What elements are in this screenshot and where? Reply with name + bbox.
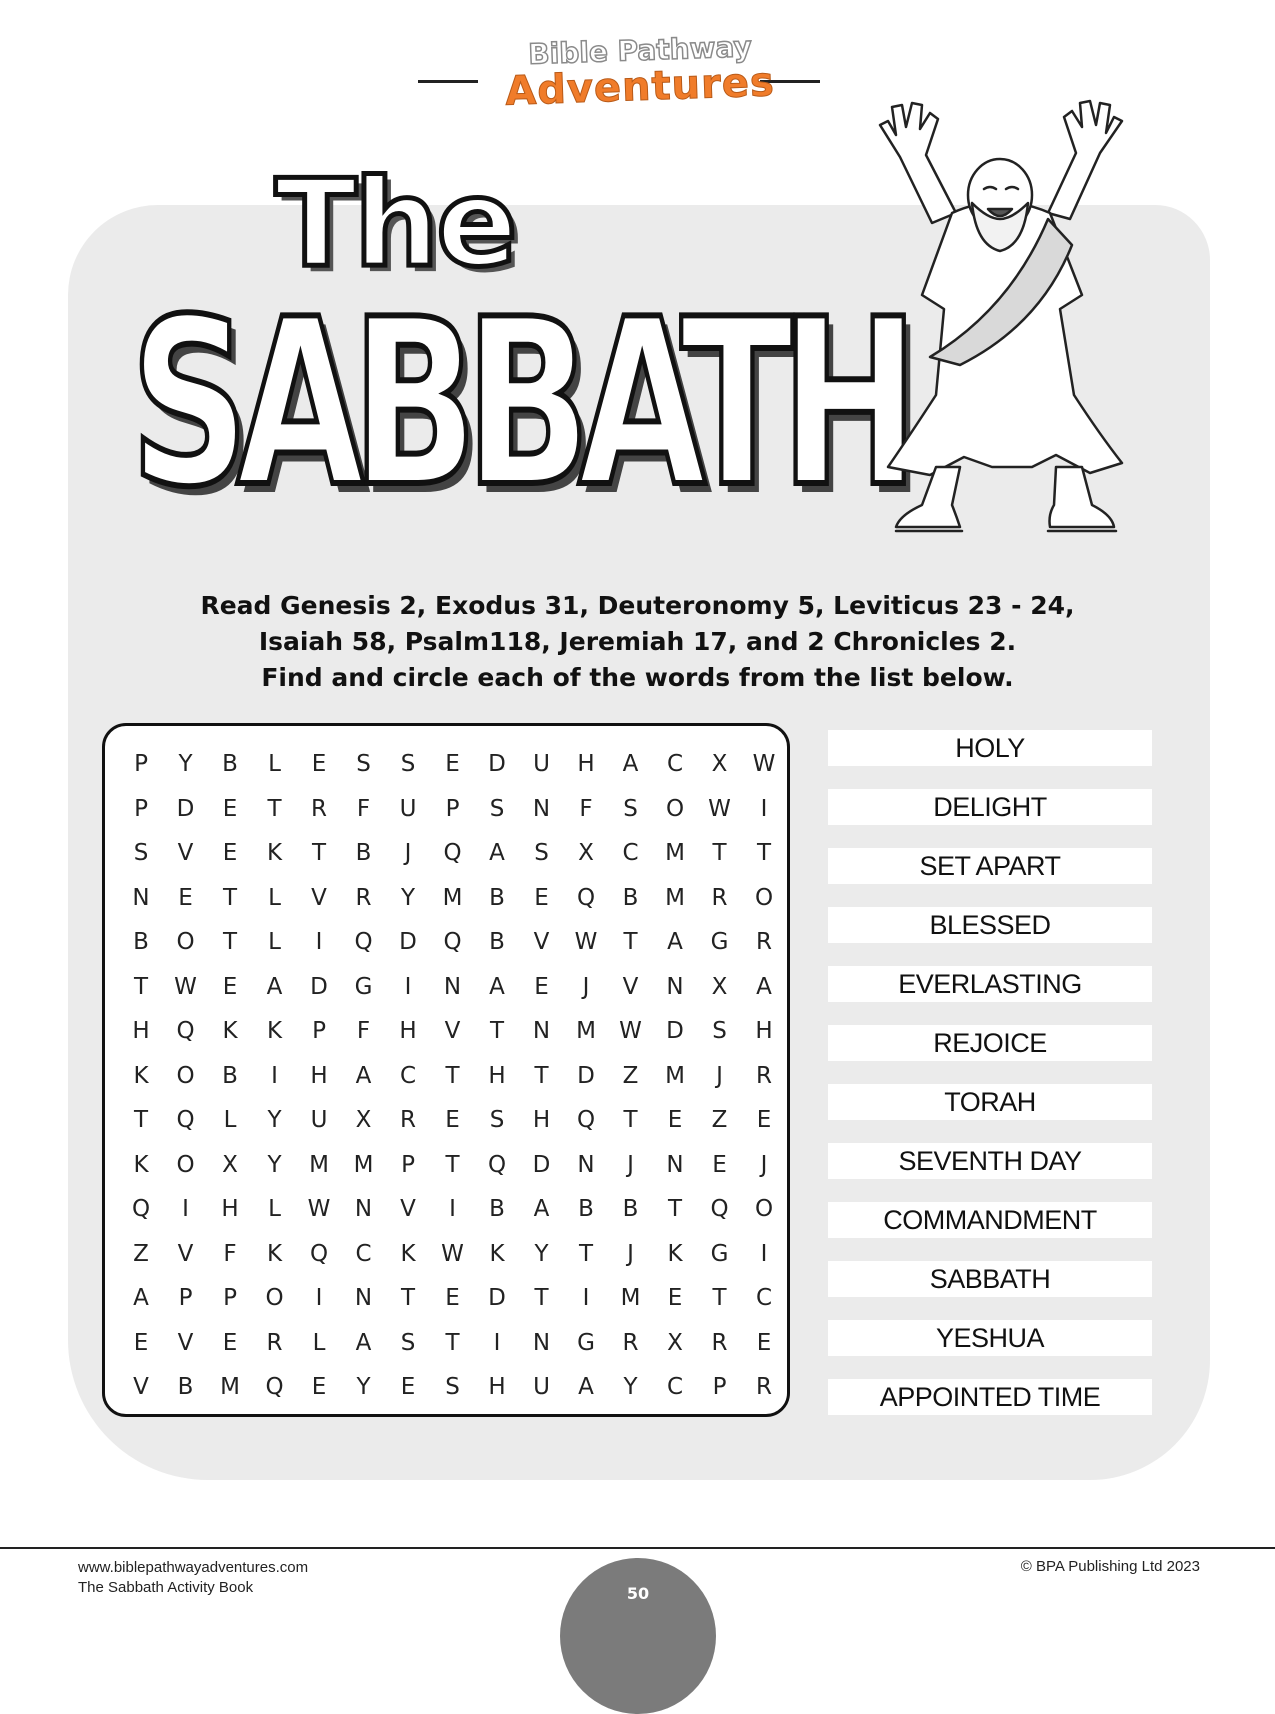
- grid-letter[interactable]: R: [756, 929, 772, 955]
- grid-letter[interactable]: Y: [267, 1151, 282, 1178]
- grid-letter[interactable]: H: [577, 751, 595, 777]
- grid-letter[interactable]: E: [222, 840, 238, 866]
- grid-letter[interactable]: V: [622, 973, 639, 1000]
- grid-letter[interactable]: V: [400, 1196, 416, 1222]
- grid-letter[interactable]: D: [532, 1151, 551, 1178]
- word-list-item: REJOICE: [828, 1025, 1152, 1061]
- grid-letter[interactable]: A: [622, 751, 639, 777]
- grid-row: [105, 1054, 785, 1098]
- grid-letter[interactable]: W: [752, 751, 776, 777]
- grid-letter[interactable]: E: [133, 1329, 149, 1356]
- grid-letter[interactable]: M: [620, 1285, 641, 1311]
- grid-letter[interactable]: D: [488, 1285, 506, 1311]
- grid-row: [105, 787, 785, 831]
- grid-letter[interactable]: B: [355, 840, 372, 866]
- grid-letter[interactable]: T: [534, 1062, 549, 1089]
- grid-row: [105, 876, 785, 920]
- grid-row: [105, 1009, 785, 1053]
- grid-letter[interactable]: D: [488, 751, 506, 777]
- grid-letter[interactable]: A: [533, 1196, 550, 1222]
- grid-letter[interactable]: T: [667, 1196, 683, 1222]
- title-sabbath: SABBATH: [130, 271, 907, 538]
- grid-letter[interactable]: N: [532, 1018, 551, 1044]
- grid-letter[interactable]: G: [577, 1329, 595, 1356]
- grid-letter[interactable]: L: [268, 929, 281, 955]
- grid-letter[interactable]: A: [266, 973, 283, 1000]
- grid-letter[interactable]: Q: [443, 840, 462, 866]
- grid-letter[interactable]: M: [665, 840, 685, 866]
- grid-letter[interactable]: O: [754, 884, 774, 911]
- grid-letter[interactable]: J: [627, 1151, 634, 1178]
- grid-letter[interactable]: N: [354, 1196, 373, 1222]
- word-list-item: EVERLASTING: [828, 966, 1152, 1002]
- grid-letter[interactable]: D: [310, 973, 328, 1000]
- grid-letter[interactable]: Y: [178, 751, 193, 777]
- grid-letter[interactable]: S: [534, 840, 549, 866]
- grid-letter[interactable]: J: [404, 840, 412, 866]
- grid-letter[interactable]: B: [578, 1196, 594, 1222]
- grid-letter[interactable]: Z: [133, 1240, 149, 1267]
- grid-letter[interactable]: H: [488, 1062, 506, 1089]
- footer-rule: [0, 1547, 1275, 1549]
- grid-letter[interactable]: E: [445, 751, 460, 777]
- grid-letter[interactable]: J: [582, 973, 590, 1000]
- grid-letter[interactable]: V: [177, 1240, 194, 1267]
- grid-row: [105, 1143, 785, 1187]
- grid-letter[interactable]: T: [489, 1018, 505, 1044]
- grid-letter[interactable]: N: [532, 795, 551, 822]
- grid-letter[interactable]: A: [133, 1285, 149, 1311]
- instructions: [130, 588, 1145, 696]
- grid-letter[interactable]: L: [223, 1107, 237, 1133]
- grid-letter[interactable]: A: [667, 929, 683, 955]
- logo-bottom-text: Adventures: [504, 59, 776, 115]
- grid-letter[interactable]: N: [666, 973, 684, 1000]
- word-list-item: TORAH: [828, 1084, 1152, 1120]
- grid-letter[interactable]: Q: [576, 884, 596, 911]
- grid-letter[interactable]: R: [756, 1374, 772, 1400]
- grid-letter[interactable]: S: [489, 1107, 505, 1133]
- word-list-item: YESHUA: [828, 1320, 1152, 1356]
- grid-letter[interactable]: I: [315, 1285, 323, 1311]
- grid-letter[interactable]: H: [532, 1107, 551, 1133]
- grid-letter[interactable]: Q: [443, 929, 462, 955]
- grid-letter[interactable]: V: [444, 1018, 461, 1044]
- grid-row: [105, 1321, 785, 1365]
- grid-letter[interactable]: A: [355, 1329, 372, 1356]
- grid-letter[interactable]: P: [178, 1285, 193, 1311]
- grid-letter[interactable]: D: [176, 795, 195, 822]
- grid-letter[interactable]: V: [133, 1374, 149, 1400]
- grid-letter[interactable]: Q: [265, 1374, 284, 1400]
- grid-letter[interactable]: O: [176, 1151, 195, 1178]
- grid-letter[interactable]: W: [574, 929, 598, 955]
- grid-letter[interactable]: W: [619, 1018, 642, 1044]
- grid-letter[interactable]: Z: [622, 1062, 639, 1089]
- grid-row: [105, 965, 785, 1009]
- page-number-tab: [560, 1558, 716, 1714]
- word-list-item: SET APART: [828, 848, 1152, 884]
- grid-letter[interactable]: E: [400, 1374, 416, 1400]
- grid-letter[interactable]: P: [134, 795, 148, 822]
- grid-letter[interactable]: T: [311, 840, 327, 866]
- grid-letter[interactable]: O: [176, 929, 195, 955]
- grid-letter[interactable]: X: [711, 751, 728, 777]
- grid-letter[interactable]: M: [353, 1151, 374, 1178]
- grid-letter[interactable]: R: [756, 1062, 772, 1089]
- grid-letter[interactable]: T: [756, 840, 772, 866]
- footer-copyright: © BPA Publishing Ltd 2023: [1020, 1558, 1200, 1575]
- grid-letter[interactable]: M: [442, 884, 463, 911]
- grid-letter[interactable]: P: [712, 1374, 727, 1400]
- grid-letter[interactable]: L: [268, 884, 281, 911]
- grid-letter[interactable]: M: [576, 1018, 596, 1044]
- grid-letter[interactable]: S: [400, 751, 416, 777]
- grid-letter[interactable]: A: [756, 973, 772, 1000]
- grid-letter[interactable]: L: [268, 751, 281, 777]
- word-list-item: COMMANDMENT: [828, 1202, 1152, 1238]
- grid-letter[interactable]: B: [133, 929, 149, 955]
- title-the: The: [275, 155, 515, 294]
- grid-letter[interactable]: T: [222, 884, 238, 911]
- logo-top-text: Bible Pathway: [527, 30, 753, 71]
- grid-letter[interactable]: X: [355, 1107, 372, 1133]
- grid-letter[interactable]: S: [400, 1329, 416, 1356]
- grid-letter[interactable]: E: [311, 1374, 327, 1400]
- grid-letter[interactable]: I: [404, 973, 412, 1000]
- word-list-item: SABBATH: [828, 1261, 1152, 1297]
- grid-letter[interactable]: G: [710, 929, 729, 955]
- grid-letter[interactable]: T: [578, 1240, 594, 1267]
- grid-letter[interactable]: U: [310, 1107, 328, 1133]
- grid-letter[interactable]: X: [667, 1329, 683, 1356]
- grid-letter[interactable]: B: [177, 1374, 194, 1400]
- grid-letter[interactable]: U: [533, 1374, 550, 1400]
- grid-row: [105, 1365, 785, 1409]
- instruction-line-3: Find and circle each of the words from the list below.: [261, 663, 1014, 692]
- grid-letter[interactable]: I: [760, 1240, 768, 1267]
- grid-letter[interactable]: C: [755, 1285, 773, 1311]
- grid-letter[interactable]: T: [133, 1107, 149, 1133]
- grid-letter[interactable]: S: [489, 795, 505, 822]
- grid-letter[interactable]: P: [134, 751, 148, 777]
- grid-letter[interactable]: E: [534, 973, 549, 1000]
- grid-letter[interactable]: X: [711, 973, 728, 1000]
- grid-letter[interactable]: O: [665, 795, 685, 822]
- grid-letter[interactable]: J: [716, 1062, 723, 1089]
- grid-letter[interactable]: R: [622, 1329, 639, 1356]
- grid-letter[interactable]: V: [533, 929, 550, 955]
- grid-letter[interactable]: I: [493, 1329, 501, 1356]
- grid-letter[interactable]: Q: [354, 929, 373, 955]
- grid-letter[interactable]: T: [445, 1151, 460, 1178]
- grid-letter[interactable]: A: [355, 1062, 372, 1089]
- grid-letter[interactable]: F: [356, 1018, 371, 1044]
- grid-letter[interactable]: J: [760, 1151, 768, 1178]
- grid-letter[interactable]: E: [222, 1329, 238, 1356]
- grid-letter[interactable]: Y: [267, 1107, 282, 1133]
- grid-letter[interactable]: T: [534, 1285, 549, 1311]
- grid-letter[interactable]: Q: [487, 1151, 507, 1178]
- grid-letter[interactable]: Y: [356, 1374, 371, 1400]
- grid-letter[interactable]: K: [266, 1018, 283, 1044]
- grid-letter[interactable]: W: [174, 973, 197, 1000]
- grid-letter[interactable]: O: [754, 1196, 774, 1222]
- grid-letter[interactable]: T: [445, 1062, 460, 1089]
- grid-letter[interactable]: Q: [710, 1196, 729, 1222]
- grid-letter[interactable]: E: [445, 1285, 460, 1311]
- grid-letter[interactable]: B: [222, 1062, 238, 1089]
- grid-letter[interactable]: X: [578, 840, 594, 866]
- grid-letter[interactable]: E: [756, 1107, 772, 1133]
- grid-letter[interactable]: M: [665, 884, 685, 911]
- grid-letter[interactable]: R: [266, 1329, 283, 1356]
- grid-letter[interactable]: S: [712, 1018, 727, 1044]
- grid-letter[interactable]: Y: [623, 1374, 638, 1400]
- footer-book-title: The Sabbath Activity Book: [78, 1579, 254, 1596]
- grid-letter[interactable]: P: [312, 1018, 326, 1044]
- word-list-item: BLESSED: [828, 907, 1152, 943]
- grid-letter[interactable]: E: [756, 1329, 772, 1356]
- grid-letter[interactable]: N: [577, 1151, 595, 1178]
- grid-letter[interactable]: A: [489, 973, 505, 1000]
- grid-row: [105, 920, 785, 964]
- grid-letter[interactable]: K: [222, 1018, 238, 1044]
- grid-letter[interactable]: K: [489, 1240, 505, 1267]
- grid-letter[interactable]: Q: [576, 1107, 596, 1133]
- grid-row: [105, 1187, 785, 1231]
- grid-letter[interactable]: R: [355, 884, 372, 911]
- rejoicing-man-illustration: [860, 95, 1150, 545]
- grid-letter[interactable]: C: [666, 751, 684, 777]
- grid-letter[interactable]: K: [266, 1240, 283, 1267]
- grid-letter[interactable]: A: [578, 1374, 594, 1400]
- grid-letter[interactable]: E: [667, 1285, 683, 1311]
- grid-letter[interactable]: D: [577, 1062, 595, 1089]
- instruction-line-1: Read Genesis 2, Exodus 31, Deuteronomy 5, Leviticus 23 - 24,: [200, 591, 1075, 620]
- grid-letter[interactable]: R: [711, 1329, 728, 1356]
- grid-letter[interactable]: E: [712, 1151, 727, 1178]
- grid-letter[interactable]: I: [760, 795, 768, 822]
- grid-letter[interactable]: K: [266, 840, 283, 866]
- grid-letter[interactable]: A: [489, 840, 505, 866]
- grid-letter[interactable]: M: [220, 1374, 240, 1400]
- instruction-line-2: Isaiah 58, Psalm118, Jeremiah 17, and 2 Chronicles 2.: [258, 627, 1017, 656]
- footer-website[interactable]: www.biblepathwayadventures.com: [78, 1559, 309, 1576]
- grid-letter[interactable]: E: [534, 884, 549, 911]
- grid-letter[interactable]: I: [182, 1196, 189, 1222]
- grid-row: [105, 831, 785, 875]
- grid-letter[interactable]: X: [222, 1151, 238, 1178]
- grid-letter[interactable]: B: [489, 1196, 505, 1222]
- grid-letter[interactable]: R: [711, 884, 728, 911]
- grid-letter[interactable]: V: [311, 884, 327, 911]
- grid-letter[interactable]: O: [176, 1062, 195, 1089]
- grid-letter[interactable]: Y: [534, 1240, 549, 1267]
- grid-letter[interactable]: H: [488, 1374, 506, 1400]
- word-list-item: HOLY: [828, 730, 1152, 766]
- grid-letter[interactable]: C: [355, 1240, 372, 1267]
- grid-letter[interactable]: H: [399, 1018, 417, 1044]
- grid-letter[interactable]: R: [311, 795, 327, 822]
- grid-letter[interactable]: E: [667, 1107, 683, 1133]
- grid-letter[interactable]: T: [712, 840, 727, 866]
- grid-letter[interactable]: I: [271, 1062, 278, 1089]
- grid-letter[interactable]: L: [268, 1196, 281, 1222]
- grid-letter[interactable]: G: [710, 1240, 729, 1267]
- grid-letter[interactable]: N: [443, 973, 462, 1000]
- grid-letter[interactable]: S: [623, 795, 638, 822]
- grid-letter[interactable]: U: [399, 795, 417, 822]
- grid-letter[interactable]: T: [133, 973, 149, 1000]
- grid-letter[interactable]: T: [267, 795, 282, 822]
- grid-letter[interactable]: V: [177, 840, 194, 866]
- grid-letter[interactable]: Z: [711, 1107, 728, 1133]
- grid-letter[interactable]: K: [133, 1151, 149, 1178]
- grid-letter[interactable]: K: [400, 1240, 416, 1267]
- grid-letter[interactable]: L: [312, 1329, 326, 1356]
- grid-letter[interactable]: Q: [131, 1196, 151, 1222]
- grid-letter[interactable]: E: [178, 884, 193, 911]
- grid-letter[interactable]: Q: [176, 1018, 195, 1044]
- grid-letter[interactable]: S: [133, 840, 149, 866]
- grid-letter[interactable]: Y: [400, 884, 416, 911]
- grid-letter[interactable]: P: [401, 1151, 415, 1178]
- grid-letter[interactable]: T: [222, 929, 238, 955]
- word-list-item: DELIGHT: [828, 789, 1152, 825]
- grid-letter[interactable]: O: [265, 1285, 284, 1311]
- grid-letter[interactable]: D: [399, 929, 417, 955]
- footer-left: [78, 1558, 308, 1598]
- grid-letter[interactable]: Q: [176, 1107, 195, 1133]
- grid-letter[interactable]: H: [221, 1196, 239, 1222]
- grid-letter[interactable]: I: [315, 929, 323, 955]
- grid-letter[interactable]: E: [311, 751, 327, 777]
- grid-letter[interactable]: J: [627, 1240, 634, 1267]
- grid-letter[interactable]: U: [533, 751, 550, 777]
- grid-letter[interactable]: E: [222, 795, 238, 822]
- grid-letter[interactable]: F: [579, 795, 593, 822]
- grid-letter[interactable]: G: [354, 973, 373, 1000]
- word-search-grid: [102, 723, 790, 1417]
- grid-letter[interactable]: D: [666, 1018, 684, 1044]
- grid-letter[interactable]: V: [177, 1329, 194, 1356]
- word-list-item: SEVENTH DAY: [828, 1143, 1152, 1179]
- grid-letter[interactable]: Q: [309, 1240, 329, 1267]
- grid-letter[interactable]: P: [445, 795, 460, 822]
- grid-letter[interactable]: N: [666, 1151, 684, 1178]
- grid-letter[interactable]: I: [449, 1196, 456, 1222]
- grid-letter[interactable]: M: [309, 1151, 329, 1178]
- grid-letter[interactable]: N: [532, 1329, 551, 1356]
- grid-letter[interactable]: C: [622, 840, 639, 866]
- grid-letter[interactable]: K: [133, 1062, 149, 1089]
- grid-row: [105, 1098, 785, 1142]
- grid-letter[interactable]: T: [400, 1285, 416, 1311]
- grid-letter[interactable]: H: [755, 1018, 773, 1044]
- grid-letter[interactable]: B: [622, 1196, 639, 1222]
- grid-letter[interactable]: F: [356, 795, 371, 822]
- grid-letter[interactable]: P: [223, 1285, 237, 1311]
- word-list-item: APPOINTED TIME: [828, 1379, 1152, 1415]
- grid-row: [105, 1276, 785, 1320]
- grid-letter[interactable]: E: [445, 1107, 460, 1133]
- grid-letter[interactable]: T: [445, 1329, 460, 1356]
- grid-row: [105, 742, 785, 786]
- grid-letter[interactable]: S: [445, 1374, 460, 1400]
- grid-letter[interactable]: T: [712, 1285, 727, 1311]
- grid-letter[interactable]: R: [400, 1107, 416, 1133]
- grid-letter[interactable]: B: [489, 884, 505, 911]
- grid-letter[interactable]: S: [356, 751, 371, 777]
- grid-letter[interactable]: B: [222, 751, 238, 777]
- grid-letter[interactable]: H: [132, 1018, 150, 1044]
- grid-letter[interactable]: C: [666, 1374, 684, 1400]
- grid-letter[interactable]: H: [310, 1062, 328, 1089]
- grid-letter[interactable]: W: [307, 1196, 331, 1222]
- grid-letter[interactable]: T: [623, 1107, 638, 1133]
- grid-letter[interactable]: F: [223, 1240, 237, 1267]
- grid-letter[interactable]: K: [667, 1240, 683, 1267]
- grid-letter[interactable]: E: [222, 973, 238, 1000]
- grid-letter[interactable]: W: [708, 795, 731, 822]
- grid-letter[interactable]: I: [582, 1285, 590, 1311]
- brand-logo: [430, 30, 850, 120]
- grid-row: [105, 1232, 785, 1276]
- grid-letter[interactable]: W: [441, 1240, 464, 1267]
- grid-letter[interactable]: B: [622, 884, 639, 911]
- grid-letter[interactable]: M: [665, 1062, 685, 1089]
- grid-letter[interactable]: B: [489, 929, 505, 955]
- grid-letter[interactable]: N: [354, 1285, 373, 1311]
- grid-letter[interactable]: C: [399, 1062, 417, 1089]
- grid-letter[interactable]: N: [132, 884, 150, 911]
- page-number: 50: [626, 1584, 650, 1603]
- grid-letter[interactable]: T: [623, 929, 638, 955]
